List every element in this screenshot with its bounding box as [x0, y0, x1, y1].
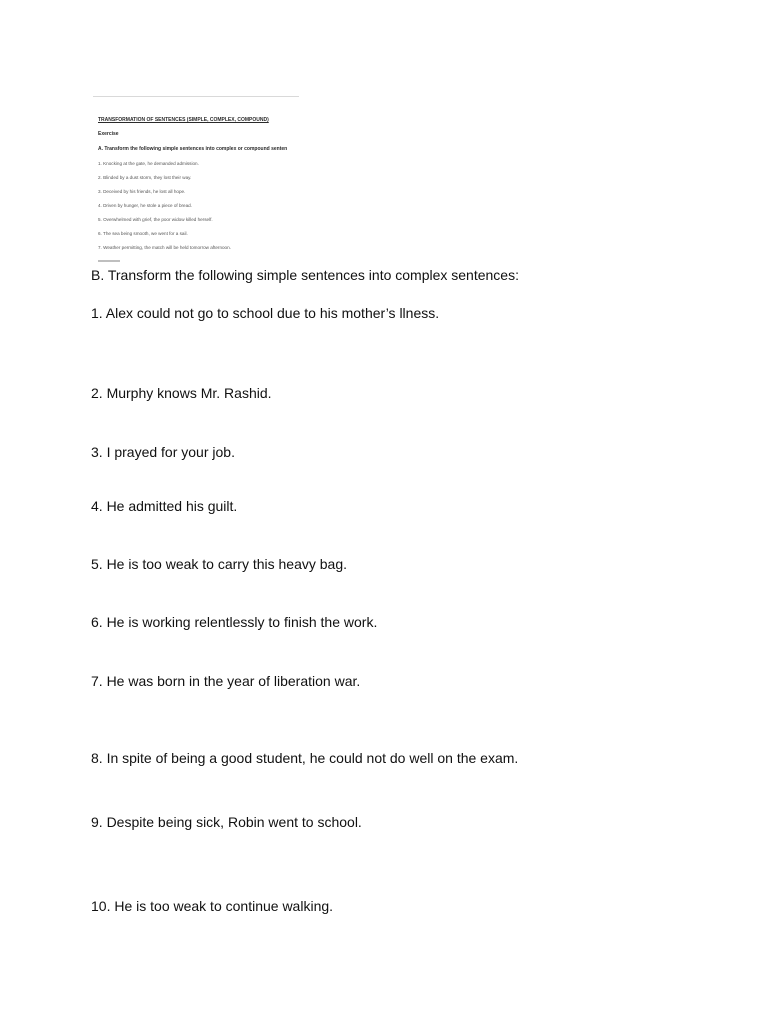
thumbnail-item: 3. Deceived by his friends, he lost all hope. — [98, 189, 186, 194]
sentence-item: 5. He is too weak to carry this heavy bag. — [91, 556, 348, 572]
section-heading: B. Transform the following simple sentences into complex sentences: — [91, 267, 519, 283]
thumbnail-item: 1. Knocking at the gate, he demanded admission. — [98, 161, 199, 166]
thumbnail-item: 7. Weather permitting, the match will be held tomorrow afternoon. — [98, 245, 231, 250]
sentence-item: 2. Murphy knows Mr. Rashid. — [91, 385, 272, 401]
sentence-item: 4. He admitted his guilt. — [91, 498, 238, 514]
sentence-item: 9. Despite being sick, Robin went to school. — [91, 814, 362, 830]
thumbnail-item: 2. Blinded by a dust storm, they lost their way. — [98, 175, 192, 180]
sentence-item: 3. I prayed for your job. — [91, 444, 235, 460]
sentence-item: 1. Alex could not go to school due to his mother’s llness. — [91, 305, 440, 321]
sentence-item: 10. He is too weak to continue walking. — [91, 898, 334, 914]
previous-page-thumbnail — [93, 96, 305, 264]
sentence-item: 6. He is working relentlessly to finish the work. — [91, 614, 378, 630]
thumbnail-item: 5. Overwhelmed with grief, the poor widow killed herself. — [98, 217, 213, 222]
thumbnail-instruction: A. Transform the following simple sentences into complex or compound senten — [98, 146, 288, 152]
thumbnail-title: TRANSFORMATION OF SENTENCES (SIMPLE, COMPLEX, COMPOUND) — [98, 117, 269, 123]
sentence-item: 7. He was born in the year of liberation war. — [91, 673, 361, 689]
thumbnail-cutoff-line — [98, 260, 120, 262]
thumbnail-top-rule — [93, 96, 299, 97]
sentence-item: 8. In spite of being a good student, he could not do well on the exam. — [91, 750, 519, 766]
thumbnail-exercise-label: Exercise — [98, 131, 119, 137]
thumbnail-item: 4. Driven by hunger, he stole a piece of bread. — [98, 203, 192, 208]
thumbnail-item: 6. The sea being smooth, we went for a sail. — [98, 231, 188, 236]
